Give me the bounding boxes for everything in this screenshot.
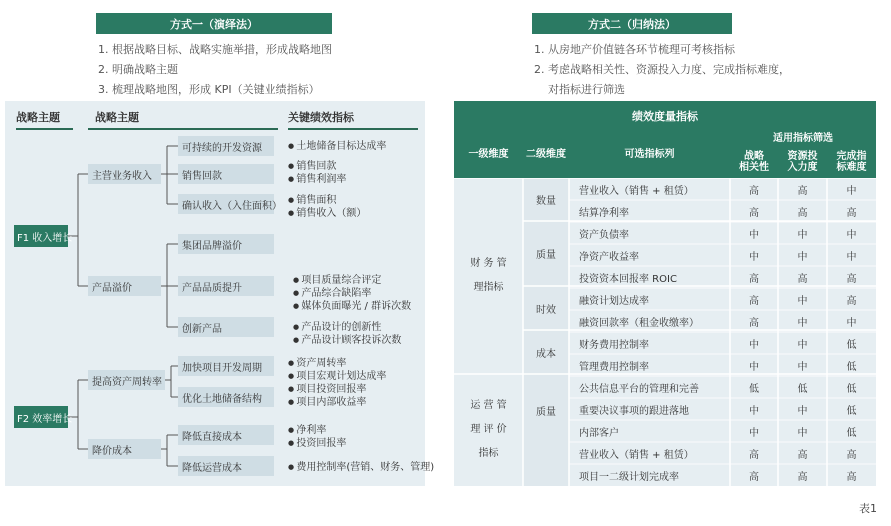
kpi-group-7 [288,357,386,409]
kpi-item: ● 投资回报率 [288,437,346,450]
col-underline-1 [16,128,73,130]
kpi-item: ● 项目内部收益率 [288,396,386,409]
cell-strategic: 高 [749,317,759,329]
sub-brand-premium: 集团品牌溢价 [178,234,274,254]
cell-resource: 中 [797,427,808,439]
cell-difficulty: 中 [846,317,857,329]
level2-timeliness: 时效 [536,304,556,316]
method2-step-2: 2. 考虑战略相关性、资源投入力度、完成指标难度， [534,63,790,76]
cell-difficulty: 高 [846,207,857,219]
level2-cost: 成本 [536,348,556,360]
cell-strategic: 低 [749,383,759,395]
cell-difficulty: 高 [846,471,857,483]
cell-resource: 高 [797,449,808,461]
sub-recognized-revenue: 确认收入（入住面积） [178,194,274,214]
performance-metrics-table [454,101,876,486]
cell-resource: 中 [797,295,808,307]
kpi-item: ● 净利率 [288,424,346,437]
cell-strategic: 中 [749,361,759,373]
header-level2: 二级维度 [523,130,569,178]
cell-difficulty: 中 [846,229,857,241]
method2-step-1: 1. 从房地产价值链各环节梳理可考核指标 [534,43,735,56]
cell-difficulty: 高 [846,295,857,307]
cell-kpi: 融资计划达成率 [579,295,649,307]
col-underline-3 [288,128,418,130]
cell-kpi: 净资产收益率 [579,251,639,263]
kpi-group-9 [288,424,346,450]
cell-difficulty: 中 [846,251,857,263]
kpi-group-6 [293,321,401,347]
cell-kpi: 营业收入（销售 + 租赁） [579,185,694,197]
method1-step-3: 3. 梳理战略地图，形成 KPI（关键业绩指标） [98,83,320,96]
cell-kpi: 资产负债率 [579,229,629,241]
cell-strategic: 中 [749,251,759,263]
cell-kpi: 融资回款率（租金收缴率） [579,317,699,329]
kpi-item: ● 资产周转率 [288,357,386,370]
sub-sales-collection: 销售回款 [178,164,274,184]
cell-kpi: 财务费用控制率 [579,339,649,351]
cell-strategic: 高 [749,185,759,197]
cell-strategic: 高 [749,273,759,285]
kpi-item: ● 项目质量综合评定 [293,274,411,287]
col-underline-2 [88,128,278,130]
cell-difficulty: 中 [846,185,857,197]
kpi-item: ● 销售回款 [288,160,346,173]
cell-difficulty: 低 [846,405,857,417]
header-strategic-relevance: 战略 相关性 [730,146,778,178]
kpi-item: ● 销售利润率 [288,173,346,186]
cell-strategic: 中 [749,339,759,351]
cell-resource: 高 [797,471,808,483]
table-title: 绩效度量指标 [454,101,876,130]
col-strategy-theme-1: 战略主题 [16,111,60,124]
cell-resource: 低 [797,383,808,395]
theme-main-business-income: 主营业务收入 [88,164,161,184]
cell-kpi: 管理费用控制率 [579,361,649,373]
level2-quality: 质量 [536,250,556,261]
theme-asset-turnover: 提高资产周转率 [88,370,165,390]
kpi-item: ● 产品综合缺陷率 [293,287,411,300]
header-filter: 适用指标筛选 [730,130,876,146]
header-level1: 一级维度 [454,130,523,178]
level2-quality-ops: 质量 [536,406,556,418]
cell-difficulty: 低 [846,383,857,395]
kpi-group-1 [288,140,386,153]
cell-resource: 中 [797,229,808,241]
sub-innovative-products: 创新产品 [178,317,274,337]
method1-title: 方式一（演绎法） [96,13,332,34]
cell-resource: 中 [797,317,808,329]
cell-strategic: 中 [749,427,759,439]
kpi-item: ● 产品设计顾客投诉次数 [293,334,401,347]
cell-strategic: 中 [749,405,759,417]
theme-product-premium: 产品溢价 [88,276,161,296]
theme-cost-reduction: 降价成本 [88,439,161,459]
level1-financial: 财 务 管 理指标 [470,258,507,293]
cell-resource: 中 [797,339,808,351]
cell-kpi: 内部客户 [579,427,619,439]
cell-resource: 高 [797,207,808,219]
col-strategy-theme-2: 战略主题 [95,111,139,124]
cell-resource: 中 [797,251,808,263]
cell-kpi: 公共信息平台的管理和完善 [579,383,699,395]
kpi-group-5 [293,274,411,313]
cell-strategic: 高 [749,471,759,483]
cell-kpi: 结算净利率 [579,207,629,219]
sub-faster-development: 加快项目开发周期 [178,356,274,376]
cell-difficulty: 低 [846,339,857,351]
kpi-group-2 [288,160,346,186]
theme-f2-efficiency-growth: F2 效率增长 [14,406,68,428]
cell-kpi: 营业收入（销售 + 租赁） [579,449,694,461]
cell-kpi: 重要决议事项的跟进落地 [579,405,689,417]
level2-quantity: 数量 [536,196,556,207]
cell-difficulty: 低 [846,427,857,439]
cell-difficulty: 高 [846,273,857,285]
sub-operating-cost: 降低运营成本 [178,456,274,476]
cell-resource: 中 [797,405,808,417]
cell-resource: 高 [797,273,808,285]
kpi-item: ● 土地储备目标达成率 [288,140,386,153]
cell-kpi: 投资资本回报率 ROIC [579,273,677,285]
method2-step-3: 对指标进行筛选 [548,83,625,96]
method2-title: 方式二（归纳法） [532,13,732,34]
method1-step-2: 2. 明确战略主题 [98,63,178,76]
kpi-item: ● 媒体负面曝光 / 群诉次数 [293,300,411,313]
strategy-map-panel [5,101,435,486]
kpi-item: ● 销售面积 [288,194,366,207]
kpi-item: ● 销售收入（额） [288,207,366,220]
theme-f1-revenue-growth: F1 收入增长 [14,225,68,247]
header-difficulty: 完成指 标难度 [827,146,876,178]
sub-sustainable-resources: 可持续的开发资源 [178,136,274,156]
cell-kpi: 项目一二级计划完成率 [579,471,679,483]
header-kpi: 可选指标列 [569,130,730,178]
header-resource-input: 资源投 入力度 [778,146,827,178]
cell-strategic: 高 [749,449,759,461]
kpi-item: ● 项目宏观计划达成率 [288,370,386,383]
sub-quality-improvement: 产品品质提升 [178,276,274,296]
cell-resource: 中 [797,361,808,373]
col-kpi: 关键绩效指标 [288,111,354,124]
sub-direct-cost: 降低直接成本 [178,425,274,445]
cell-strategic: 高 [749,295,759,307]
cell-resource: 高 [797,185,808,197]
table-caption: 表1 [859,502,877,515]
kpi-item: ● 产品设计的创新性 [293,321,401,334]
kpi-group-10 [288,461,434,474]
cell-strategic: 中 [749,229,759,241]
cell-difficulty: 低 [846,361,857,373]
sub-land-reserve-structure: 优化土地储备结构 [178,387,274,407]
kpi-group-3 [288,194,366,220]
level1-operations: 运 营 管 理 评 价 指标 [470,400,507,459]
cell-difficulty: 高 [846,449,857,461]
method1-step-1: 1. 根据战略目标、战略实施举措，形成战略地图 [98,43,332,56]
cell-strategic: 高 [749,207,759,219]
kpi-item: ● 项目投资回报率 [288,383,386,396]
kpi-item: ● 费用控制率(营销、财务、管理) [288,461,434,474]
